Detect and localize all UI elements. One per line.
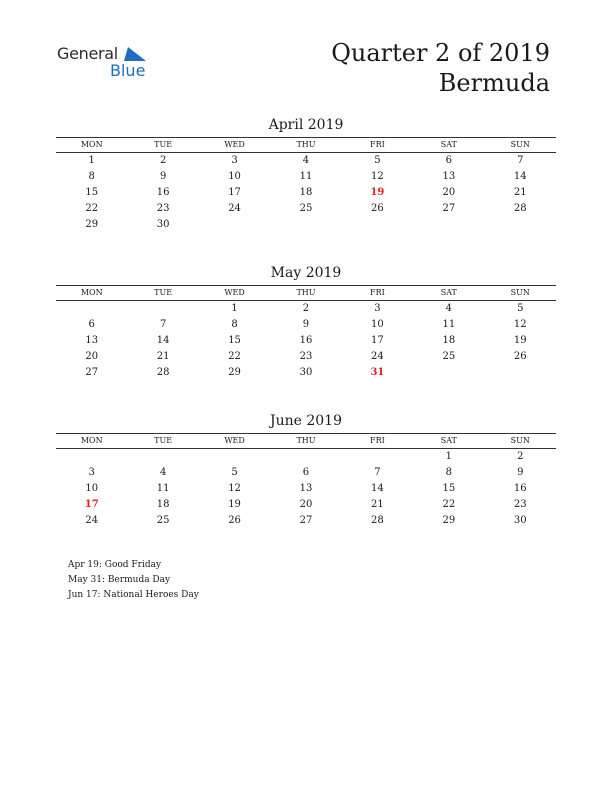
month-april <box>56 116 556 233</box>
day-cell: 8 <box>231 319 238 330</box>
week-row <box>56 513 556 529</box>
day-cell: 19 <box>513 335 527 346</box>
day-cell: 1 <box>88 155 95 166</box>
day-cell: 30 <box>299 367 313 378</box>
day-cell: 27 <box>85 367 99 378</box>
empty-day-cell <box>413 217 484 233</box>
day-cell: 28 <box>371 515 384 526</box>
weekday-header: SUN <box>485 434 556 449</box>
day-cell: 22 <box>442 499 456 510</box>
day-cell: 14 <box>156 335 170 346</box>
weekday-header: THU <box>270 434 341 449</box>
day-cell: 18 <box>442 335 456 346</box>
week-row <box>56 153 556 170</box>
day-cell: 9 <box>517 467 524 478</box>
day-cell: 18 <box>156 499 170 510</box>
empty-day-cell <box>413 365 484 381</box>
empty-day-cell <box>199 217 270 233</box>
day-cell: 15 <box>85 187 99 198</box>
day-cell: 9 <box>159 171 167 182</box>
day-cell: 15 <box>442 483 456 494</box>
calendar-grid <box>56 433 556 529</box>
holiday-note: May 31: Bermuda Day <box>68 575 171 585</box>
day-cell: 28 <box>513 203 527 214</box>
day-cell: 16 <box>513 483 527 494</box>
day-cell: 10 <box>371 319 384 330</box>
day-cell: 1 <box>445 451 452 462</box>
empty-day-cell <box>270 217 341 233</box>
day-cell: 27 <box>442 203 456 214</box>
empty-day-cell <box>56 449 127 466</box>
week-row <box>56 349 556 365</box>
day-cell: 11 <box>442 319 456 330</box>
weekday-header: WED <box>199 286 270 301</box>
holiday-day-cell: 31 <box>370 367 385 378</box>
day-cell: 11 <box>299 171 313 182</box>
day-cell: 5 <box>374 155 381 166</box>
day-cell: 30 <box>156 219 170 230</box>
day-cell: 12 <box>228 483 241 494</box>
weekday-header: MON <box>56 286 127 301</box>
day-cell: 17 <box>228 187 241 198</box>
empty-day-cell <box>127 449 198 466</box>
day-cell: 7 <box>374 467 381 478</box>
day-cell: 23 <box>513 499 527 510</box>
day-cell: 24 <box>228 203 241 214</box>
day-cell: 16 <box>156 187 170 198</box>
logo-blue-text: Blue <box>110 61 146 80</box>
day-cell: 10 <box>228 171 241 182</box>
day-cell: 23 <box>299 351 313 362</box>
day-cell: 22 <box>85 203 99 214</box>
day-cell: 26 <box>228 515 241 526</box>
day-cell: 16 <box>299 335 313 346</box>
weekday-header: THU <box>270 286 341 301</box>
day-cell: 28 <box>156 367 170 378</box>
day-cell: 21 <box>371 499 384 510</box>
empty-day-cell <box>127 301 198 318</box>
day-cell: 25 <box>442 351 456 362</box>
week-row <box>56 365 556 381</box>
day-cell: 29 <box>442 515 456 526</box>
day-cell: 29 <box>228 367 241 378</box>
day-cell: 20 <box>85 351 99 362</box>
day-cell: 26 <box>513 351 527 362</box>
empty-day-cell <box>342 449 413 466</box>
day-cell: 25 <box>156 515 170 526</box>
weekday-header: SAT <box>413 434 484 449</box>
empty-day-cell <box>485 365 556 381</box>
day-cell: 27 <box>299 515 313 526</box>
day-cell: 26 <box>371 203 384 214</box>
holiday-note: Apr 19: Good Friday <box>68 560 162 570</box>
logo-general-text: General <box>57 44 118 63</box>
day-cell: 21 <box>156 351 170 362</box>
day-cell: 13 <box>85 335 99 346</box>
month-may <box>56 264 556 381</box>
empty-day-cell <box>342 217 413 233</box>
day-cell: 6 <box>302 467 310 478</box>
quarter-title: Quarter 2 of 2019 <box>331 39 550 67</box>
day-cell: 8 <box>445 467 452 478</box>
day-cell: 3 <box>374 303 381 314</box>
day-cell: 5 <box>517 303 524 314</box>
weekday-header: WED <box>199 434 270 449</box>
day-cell: 7 <box>159 319 167 330</box>
day-cell: 8 <box>88 171 95 182</box>
day-cell: 2 <box>517 451 524 462</box>
empty-day-cell <box>270 449 341 466</box>
weekday-header: FRI <box>342 434 413 449</box>
day-cell: 13 <box>299 483 313 494</box>
day-cell: 20 <box>442 187 456 198</box>
week-row <box>56 449 556 466</box>
day-cell: 23 <box>156 203 170 214</box>
day-cell: 25 <box>299 203 313 214</box>
day-cell: 4 <box>302 155 310 166</box>
day-cell: 3 <box>231 155 238 166</box>
day-cell: 19 <box>228 499 241 510</box>
day-cell: 20 <box>299 499 313 510</box>
week-row <box>56 201 556 217</box>
page-title <box>331 38 550 98</box>
empty-day-cell <box>485 217 556 233</box>
month-title: April 2019 <box>268 117 344 133</box>
weekday-header: TUE <box>127 286 198 301</box>
day-cell: 6 <box>88 319 95 330</box>
week-row <box>56 317 556 333</box>
weekday-header: WED <box>199 138 270 153</box>
weekday-header: THU <box>270 138 341 153</box>
day-cell: 14 <box>371 483 384 494</box>
weekday-header: TUE <box>127 434 198 449</box>
weekday-header: SUN <box>485 138 556 153</box>
day-cell: 12 <box>513 319 527 330</box>
day-cell: 15 <box>228 335 241 346</box>
day-cell: 17 <box>371 335 384 346</box>
day-cell: 4 <box>445 303 452 314</box>
day-cell: 22 <box>228 351 241 362</box>
day-cell: 3 <box>88 467 95 478</box>
day-cell: 30 <box>513 515 527 526</box>
weekday-header: FRI <box>342 138 413 153</box>
country-title: Bermuda <box>438 69 550 97</box>
month-june <box>56 412 556 529</box>
day-cell: 24 <box>371 351 384 362</box>
day-cell: 18 <box>299 187 313 198</box>
day-cell: 14 <box>513 171 527 182</box>
day-cell: 4 <box>159 467 167 478</box>
month-title: May 2019 <box>270 265 342 281</box>
day-cell: 10 <box>85 483 99 494</box>
weekday-header: TUE <box>127 138 198 153</box>
holiday-day-cell: 17 <box>84 499 99 510</box>
weekday-header: MON <box>56 138 127 153</box>
week-row <box>56 333 556 349</box>
day-cell: 12 <box>371 171 384 182</box>
day-cell: 11 <box>156 483 170 494</box>
day-cell: 6 <box>445 155 452 166</box>
week-row <box>56 301 556 318</box>
day-cell: 13 <box>442 171 456 182</box>
weekday-header: SAT <box>413 286 484 301</box>
week-row <box>56 217 556 233</box>
weekday-header: FRI <box>342 286 413 301</box>
weekday-header: SAT <box>413 138 484 153</box>
holiday-notes <box>68 558 199 603</box>
day-cell: 1 <box>231 303 238 314</box>
brand-logo <box>57 44 157 80</box>
week-row <box>56 465 556 481</box>
holiday-note: Jun 17: National Heroes Day <box>68 590 199 600</box>
day-cell: 7 <box>517 155 524 166</box>
weekday-header: MON <box>56 434 127 449</box>
calendar-grid <box>56 285 556 381</box>
day-cell: 2 <box>302 303 310 314</box>
calendar-grid <box>56 137 556 233</box>
empty-day-cell <box>199 449 270 466</box>
day-cell: 21 <box>513 187 527 198</box>
week-row <box>56 169 556 185</box>
holiday-day-cell: 19 <box>370 187 385 198</box>
week-row <box>56 481 556 497</box>
month-title: June 2019 <box>269 413 342 429</box>
empty-day-cell <box>56 301 127 318</box>
day-cell: 2 <box>159 155 167 166</box>
week-row <box>56 497 556 513</box>
day-cell: 24 <box>85 515 99 526</box>
weekday-header: SUN <box>485 286 556 301</box>
week-row <box>56 185 556 201</box>
day-cell: 9 <box>302 319 310 330</box>
day-cell: 5 <box>231 467 238 478</box>
day-cell: 29 <box>85 219 99 230</box>
